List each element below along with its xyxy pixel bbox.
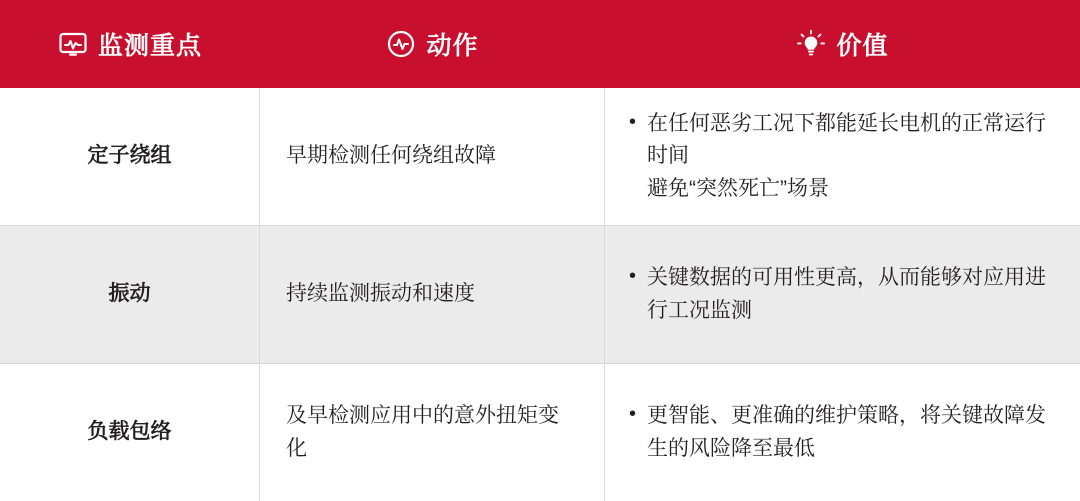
lightbulb-icon xyxy=(796,29,826,59)
list-item: • 关键数据的可用性更高，从而能够对应用进行工况监测 xyxy=(629,262,1058,327)
cell-value xyxy=(605,226,1080,363)
table-row xyxy=(0,364,1080,501)
cell-action-text: 及早检测应用中的意外扭矩变化 xyxy=(286,403,559,460)
table-row xyxy=(0,88,1080,226)
table-row xyxy=(0,226,1080,364)
value-bullet-list xyxy=(629,400,1058,465)
table-header-cell-value xyxy=(605,26,1080,62)
cell-value xyxy=(605,88,1080,225)
activity-circle-icon xyxy=(386,29,416,59)
monitor-chart-icon xyxy=(58,29,88,59)
list-item: • 更智能、更准确的维护策略，将关键故障发生的风险降至最低 xyxy=(629,400,1058,465)
table-body xyxy=(0,88,1080,501)
table-header-label-action: 动作 xyxy=(426,32,479,60)
cell-focus: 振动 xyxy=(0,226,260,363)
table-header-label-focus: 监测重点 xyxy=(97,32,202,60)
cell-action-text: 持续监测振动和速度 xyxy=(286,282,475,306)
table-header-row xyxy=(0,0,1080,88)
cell-action xyxy=(260,88,605,225)
cell-action xyxy=(260,226,605,363)
cell-focus: 定子绕组 xyxy=(0,88,260,225)
cell-action-text: 早期检测任何绕组故障 xyxy=(286,144,496,168)
cell-value xyxy=(605,364,1080,501)
cell-action xyxy=(260,364,605,501)
value-bullet-list xyxy=(629,262,1058,327)
list-item: • 在任何恶劣工况下都能延长电机的正常运行时间 xyxy=(629,108,1058,173)
table-header-cell-focus xyxy=(0,26,260,62)
value-bullet-list xyxy=(629,108,1058,206)
list-item: 避免“突然死亡”场景 xyxy=(647,176,829,200)
table-header-label-value: 价值 xyxy=(836,32,889,60)
cell-focus: 负载包络 xyxy=(0,364,260,501)
table-header-cell-action xyxy=(260,26,605,62)
